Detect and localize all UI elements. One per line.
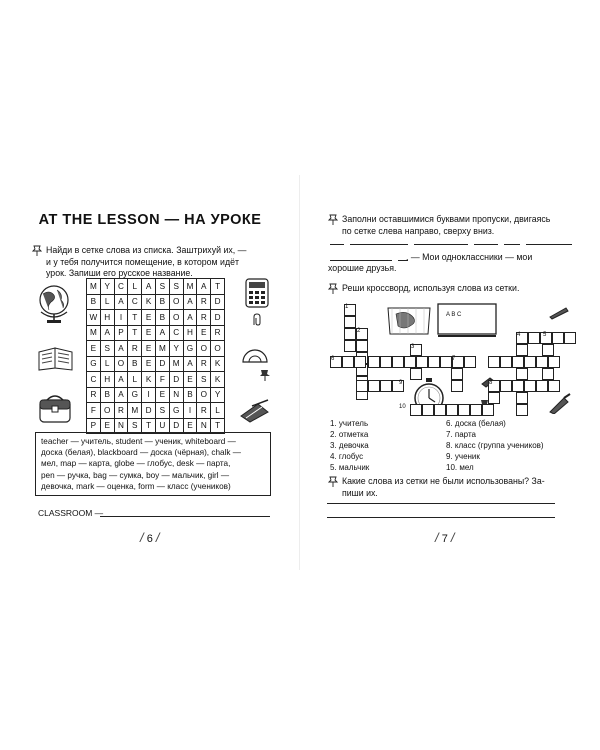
grid-cell[interactable]: K xyxy=(142,294,156,310)
crossword-cell[interactable] xyxy=(422,404,434,416)
grid-cell[interactable]: T xyxy=(128,310,142,326)
crossword-cell[interactable] xyxy=(380,380,392,392)
grid-cell[interactable]: H xyxy=(183,325,197,341)
grid-cell[interactable]: B xyxy=(87,294,101,310)
blank-row[interactable] xyxy=(330,244,572,245)
grid-cell[interactable]: R xyxy=(128,341,142,357)
school-bag-icon xyxy=(37,392,73,424)
page-title: AT THE LESSON — НА УРОКЕ xyxy=(38,212,262,228)
grid-cell[interactable]: A xyxy=(100,325,114,341)
crossword-cell[interactable] xyxy=(458,404,470,416)
grid-cell[interactable]: R xyxy=(197,310,211,326)
grid-cell[interactable]: T xyxy=(128,325,142,341)
grid-cell[interactable]: M xyxy=(183,279,197,295)
answer-line[interactable] xyxy=(327,503,555,504)
grid-cell[interactable]: E xyxy=(183,418,197,434)
globe-icon xyxy=(35,282,73,324)
crossword-cell[interactable] xyxy=(536,380,548,392)
grid-cell[interactable]: O xyxy=(100,403,114,419)
vocabulary-box xyxy=(35,432,271,496)
grid-cell[interactable]: C xyxy=(87,372,101,388)
clue-item: 3. девочка xyxy=(330,441,369,450)
crossword-cell[interactable] xyxy=(552,332,564,344)
grid-cell[interactable]: M xyxy=(87,279,101,295)
crossword-cell[interactable] xyxy=(344,328,356,340)
crossword-cell[interactable] xyxy=(356,340,368,352)
crossword-cell[interactable] xyxy=(451,368,463,380)
crossword-cell[interactable] xyxy=(500,380,512,392)
grid-cell[interactable]: P xyxy=(87,418,101,434)
grid-cell[interactable]: A xyxy=(183,356,197,372)
task-line: Найди в сетке слова из списка. Заштрихуй их, — xyxy=(46,245,247,255)
grid-cell[interactable]: A xyxy=(155,325,169,341)
grid-cell[interactable]: Y xyxy=(211,387,225,403)
grid-cell[interactable]: T xyxy=(211,279,225,295)
blank-row[interactable] xyxy=(330,260,408,261)
task-line: Какие слова из сетки не были использованы? За- xyxy=(342,476,545,486)
paper-clip-icon xyxy=(250,313,264,327)
grid-cell[interactable]: Y xyxy=(169,341,183,357)
grid-cell[interactable]: S xyxy=(169,279,183,295)
grid-cell[interactable]: A xyxy=(114,372,128,388)
map-icon xyxy=(386,304,432,338)
grid-cell[interactable]: Y xyxy=(100,279,114,295)
clue-item: 1. учитель xyxy=(330,419,369,428)
grid-cell[interactable]: A xyxy=(183,310,197,326)
grid-row xyxy=(87,356,225,372)
grid-cell[interactable]: E xyxy=(100,418,114,434)
crossword-cell[interactable] xyxy=(392,356,404,368)
pin-icon xyxy=(32,245,42,257)
crossword-cell[interactable] xyxy=(542,344,554,356)
grid-cell[interactable]: F xyxy=(155,372,169,388)
grid-cell[interactable]: E xyxy=(155,387,169,403)
grid-cell[interactable]: K xyxy=(142,372,156,388)
grid-cell[interactable]: E xyxy=(87,341,101,357)
grid-cell[interactable]: R xyxy=(197,403,211,419)
grid-cell[interactable]: O xyxy=(211,341,225,357)
grid-cell[interactable]: A xyxy=(142,279,156,295)
answer-line[interactable] xyxy=(327,517,555,518)
grid-cell[interactable]: O xyxy=(197,387,211,403)
grid-cell[interactable]: G xyxy=(183,341,197,357)
task-line: и у тебя получится помещение, в котором идёт xyxy=(46,256,240,267)
grid-cell[interactable]: A xyxy=(114,341,128,357)
grid-cell[interactable]: B xyxy=(128,356,142,372)
grid-cell[interactable]: W xyxy=(87,310,101,326)
clue-item: 9. ученик xyxy=(446,452,480,461)
grid-cell[interactable]: F xyxy=(87,403,101,419)
grid-cell[interactable]: T xyxy=(142,418,156,434)
sentence-text: хорошие друзья. xyxy=(328,263,397,273)
grid-cell[interactable]: E xyxy=(142,341,156,357)
crossword-number: 5 xyxy=(543,332,547,338)
crossword-cell[interactable] xyxy=(516,368,528,380)
grid-row xyxy=(87,279,225,295)
crossword-cell[interactable] xyxy=(516,392,528,404)
crossword-cell[interactable] xyxy=(524,380,536,392)
grid-cell[interactable]: A xyxy=(114,387,128,403)
grid-cell[interactable]: S xyxy=(128,418,142,434)
grid-cell[interactable]: C xyxy=(114,279,128,295)
grid-cell[interactable]: E xyxy=(197,325,211,341)
grid-row xyxy=(87,403,225,419)
page-number: / 6 / xyxy=(140,530,160,545)
page-number: / 7 / xyxy=(435,530,455,545)
crossword-cell[interactable] xyxy=(548,356,560,368)
crossword-number: 6 xyxy=(331,356,335,362)
task-line: по сетке слева направо, сверху вниз. xyxy=(342,225,495,236)
crossword-number: 4 xyxy=(517,332,521,338)
crossword-number: 2 xyxy=(357,328,361,334)
crossword-cell[interactable] xyxy=(516,404,528,416)
vocab-line: мел, map — карта, globe — глобус, desk — парта, xyxy=(41,459,231,469)
classroom-label: CLASSROOM — xyxy=(38,508,104,518)
grid-cell[interactable]: M xyxy=(155,341,169,357)
grid-cell[interactable]: L xyxy=(211,403,225,419)
grid-cell[interactable]: O xyxy=(197,341,211,357)
crossword-cell[interactable] xyxy=(564,332,576,344)
vocab-line: девочка, mark — оценка, form — класс (учеников) xyxy=(41,481,231,491)
crossword-number: 7 xyxy=(452,356,456,362)
grid-cell[interactable]: O xyxy=(169,310,183,326)
grid-row xyxy=(87,372,225,388)
clue-item: 7. парта xyxy=(446,430,476,439)
grid-cell[interactable]: G xyxy=(87,356,101,372)
grid-cell[interactable]: C xyxy=(169,325,183,341)
clues-list-left xyxy=(330,418,369,473)
clue-item: 6. доска (белая) xyxy=(446,419,506,428)
open-book-icon xyxy=(37,346,75,372)
crossword-cell[interactable] xyxy=(344,316,356,328)
pushpin-icon xyxy=(258,368,274,382)
grid-cell[interactable]: D xyxy=(142,403,156,419)
pin-icon xyxy=(328,283,338,295)
grid-cell[interactable]: M xyxy=(128,403,142,419)
grid-cell[interactable]: S xyxy=(155,403,169,419)
grid-cell[interactable]: L xyxy=(128,372,142,388)
crossword-cell[interactable] xyxy=(488,356,500,368)
grid-cell[interactable]: N xyxy=(197,418,211,434)
grid-cell[interactable]: N xyxy=(169,387,183,403)
grid-cell[interactable]: R xyxy=(87,387,101,403)
grid-cell[interactable]: G xyxy=(128,387,142,403)
grid-cell[interactable]: D xyxy=(211,310,225,326)
crossword-cell[interactable] xyxy=(410,404,422,416)
crossword-cell[interactable] xyxy=(380,356,392,368)
crossword-number: 3 xyxy=(411,344,415,350)
vocab-line: pen — ручка, bag — сумка, boy — мальчик, girl — xyxy=(41,470,230,480)
crossword-cell[interactable] xyxy=(342,356,354,368)
grid-cell[interactable]: B xyxy=(155,294,169,310)
grid-cell[interactable]: R xyxy=(114,403,128,419)
grid-cell[interactable]: I xyxy=(183,403,197,419)
crossword-cell[interactable] xyxy=(354,356,366,368)
board-text: A B C xyxy=(446,312,462,318)
grid-cell[interactable]: L xyxy=(128,279,142,295)
grid-cell[interactable]: R xyxy=(197,294,211,310)
crossword-cell[interactable] xyxy=(416,356,428,368)
grid-cell[interactable]: I xyxy=(142,387,156,403)
crossword-cell[interactable] xyxy=(410,368,422,380)
grid-cell[interactable]: L xyxy=(100,294,114,310)
grid-cell[interactable]: E xyxy=(142,310,156,326)
crossword-cell[interactable] xyxy=(516,344,528,356)
grid-cell[interactable]: E xyxy=(142,325,156,341)
grid-cell[interactable]: T xyxy=(211,418,225,434)
grid-cell[interactable]: M xyxy=(169,356,183,372)
clue-item: 8. класс (группа учеников) xyxy=(446,441,544,450)
crossword-cell[interactable] xyxy=(368,356,380,368)
clue-item: 2. отметка xyxy=(330,430,369,439)
grid-cell[interactable]: S xyxy=(100,341,114,357)
crossword-number: 1 xyxy=(345,304,349,310)
crossword-cell[interactable] xyxy=(488,392,500,404)
pencil-case-icon xyxy=(238,398,272,424)
crossword-cell[interactable] xyxy=(404,356,416,368)
grid-cell[interactable]: N xyxy=(114,418,128,434)
grid-cell[interactable]: E xyxy=(142,356,156,372)
crossword-cell[interactable] xyxy=(512,380,524,392)
crossword-cell[interactable] xyxy=(470,404,482,416)
grid-row xyxy=(87,310,225,326)
crossword-cell[interactable] xyxy=(512,356,524,368)
grid-cell[interactable]: B xyxy=(183,387,197,403)
brush-icon xyxy=(548,392,572,414)
crossword-cell[interactable] xyxy=(482,404,494,416)
grid-cell[interactable]: K xyxy=(211,372,225,388)
answer-line[interactable] xyxy=(100,516,270,517)
grid-row xyxy=(87,387,225,403)
crossword-cell[interactable] xyxy=(446,404,458,416)
grid-cell[interactable]: I xyxy=(114,310,128,326)
clue-item: 5. мальчик xyxy=(330,463,370,472)
crossword-cell[interactable] xyxy=(548,380,560,392)
grid-cell[interactable]: O xyxy=(169,294,183,310)
sentence-text: . — Мои одноклассники — мои xyxy=(406,252,533,262)
grid-cell[interactable]: H xyxy=(100,310,114,326)
grid-cell[interactable]: M xyxy=(87,325,101,341)
grid-row xyxy=(87,294,225,310)
grid-cell[interactable]: S xyxy=(155,279,169,295)
grid-cell[interactable]: D xyxy=(155,356,169,372)
calculator-icon xyxy=(244,277,270,309)
crossword-cell[interactable] xyxy=(356,380,368,392)
grid-cell[interactable]: A xyxy=(197,279,211,295)
crossword-cell[interactable] xyxy=(542,368,554,380)
grid-cell[interactable]: D xyxy=(169,418,183,434)
grid-cell[interactable]: B xyxy=(155,310,169,326)
grid-cell[interactable]: C xyxy=(128,294,142,310)
crossword-cell[interactable] xyxy=(451,380,463,392)
grid-cell[interactable]: U xyxy=(155,418,169,434)
crossword-cell[interactable] xyxy=(440,356,452,368)
task-line: Заполни оставшимися буквами пропуски, двигаясь xyxy=(342,214,551,224)
left-page xyxy=(0,170,300,580)
grid-cell[interactable]: B xyxy=(100,387,114,403)
crossword-number: 8 xyxy=(489,380,493,386)
grid-cell[interactable]: A xyxy=(183,294,197,310)
grid-cell[interactable]: A xyxy=(114,294,128,310)
grid-cell[interactable]: K xyxy=(211,356,225,372)
crossword-cell[interactable] xyxy=(500,356,512,368)
crossword-cell[interactable] xyxy=(344,340,356,352)
grid-cell[interactable]: R xyxy=(197,356,211,372)
vocab-line: teacher — учитель, student — ученик, whiteboard — xyxy=(41,437,236,446)
clues-list-right xyxy=(446,418,544,473)
crossword-cell[interactable] xyxy=(368,380,380,392)
crossword-cell[interactable] xyxy=(524,356,536,368)
crossword-cell[interactable] xyxy=(528,332,540,344)
grid-cell[interactable]: O xyxy=(114,356,128,372)
crossword-cell[interactable] xyxy=(434,404,446,416)
crossword-cell[interactable] xyxy=(428,356,440,368)
task-line: пиши их. xyxy=(342,487,378,498)
crossword-number: 10 xyxy=(399,404,406,410)
grid-cell[interactable]: H xyxy=(100,372,114,388)
grid-row xyxy=(87,341,225,357)
grid-row xyxy=(87,325,225,341)
vocab-line: доска (белая), blackboard — доска (чёрная), chalk — xyxy=(41,448,241,458)
task-line: урок. Запиши его русское название. xyxy=(46,268,193,278)
clue-item: 10. мел xyxy=(446,463,474,472)
grid-cell[interactable]: D xyxy=(211,294,225,310)
pin-icon xyxy=(328,214,338,226)
grid-cell[interactable]: S xyxy=(197,372,211,388)
grid-cell[interactable]: G xyxy=(169,403,183,419)
protractor-icon xyxy=(240,342,270,364)
grid-cell[interactable]: D xyxy=(169,372,183,388)
grid-cell[interactable]: P xyxy=(114,325,128,341)
crossword-number: 9 xyxy=(399,380,403,386)
word-search-grid xyxy=(86,278,225,434)
grid-cell[interactable]: R xyxy=(211,325,225,341)
grid-cell[interactable]: E xyxy=(183,372,197,388)
crossword-cell[interactable] xyxy=(464,356,476,368)
crossword-cell[interactable] xyxy=(536,356,548,368)
clue-item: 4. глобус xyxy=(330,452,364,461)
pin-icon xyxy=(328,476,338,488)
grid-cell[interactable]: L xyxy=(100,356,114,372)
marker-icon xyxy=(548,306,570,320)
right-page: Заполни оставшимися буквами пропуски, двигаясь по сетке слева направо, сверху вниз. . — Мои одноклассники — мои хорошие друзья. Реши кроссворд, используя слова из сетки. A B C 1. учитель 2. отметка 3. девочка 4. глобус 5. мальчик 6. доска (белая) 7. парта 8. класс (группа учеников) 9. ученик 10. мел Какие слова из сетки не были использованы? За- пиши их. / 7 / 1 2 3 4 5 6 7 8 9 10 xyxy=(300,170,600,580)
